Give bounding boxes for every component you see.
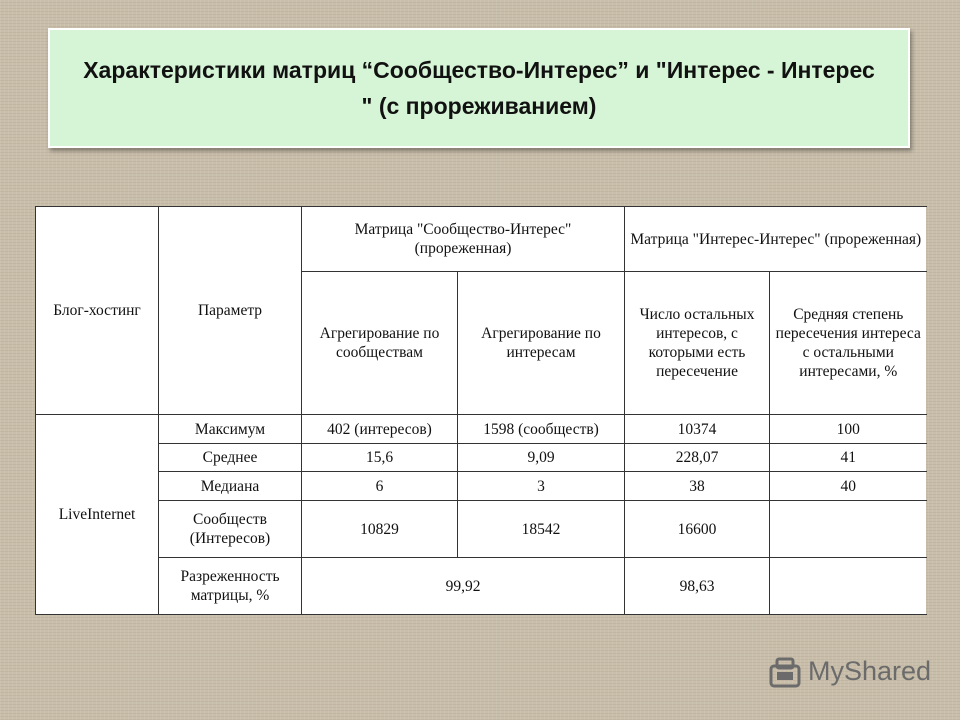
data-table-container [35,206,926,614]
value-cell: 3 [458,472,625,501]
value-cell: 6 [302,472,458,501]
value-cell: 10374 [625,415,770,444]
param-cell: Сообществ (Интересов) [159,501,302,558]
table-row [36,444,927,472]
header-avg-intersection: Средняя степень пересечения интереса с остальными интересами, % [770,272,927,415]
header-matrix-interest-interest: Матрица "Интерес-Интерес" (прореженная) [625,207,927,272]
myshared-watermark: MyShared [808,656,932,686]
value-cell: 1598 (сообществ) [458,415,625,444]
table-row [36,472,927,501]
slide-title: Характеристики матриц “Сообщество-Интерес” и "Интерес - Интерес " (с прореживанием) [83,57,875,119]
header-agg-communities: Агрегирование по сообществам [302,272,458,415]
param-cell: Среднее [159,444,302,472]
header-num-other-interests: Число остальных интересов, с которыми есть пересечение [625,272,770,415]
header-row-1 [36,207,927,272]
value-cell: 9,09 [458,444,625,472]
param-cell: Максимум [159,415,302,444]
characteristics-table [35,206,927,615]
value-cell: 16600 [625,501,770,558]
value-cell: 10829 [302,501,458,558]
value-cell: 15,6 [302,444,458,472]
myshared-logo-icon [768,656,802,690]
value-cell: 38 [625,472,770,501]
value-cell: 228,07 [625,444,770,472]
value-cell: 18542 [458,501,625,558]
value-cell: 402 (интересов) [302,415,458,444]
param-cell: Медиана [159,472,302,501]
value-cell: 98,63 [625,558,770,615]
header-matrix-community-interest: Матрица "Сообщество-Интерес" (прореженная) [302,207,625,272]
table-row [36,558,927,615]
header-agg-interests: Агрегирование по интересам [458,272,625,415]
value-cell: 100 [770,415,927,444]
value-cell: 99,92 [302,558,625,615]
value-cell: 40 [770,472,927,501]
value-cell [770,558,927,615]
value-cell [770,501,927,558]
table-row [36,415,927,444]
param-cell: Разреженность матрицы, % [159,558,302,615]
value-cell: 41 [770,444,927,472]
host-cell: LiveInternet [36,415,159,615]
table-row [36,501,927,558]
header-parameter: Параметр [159,207,302,415]
title-box [48,28,910,148]
header-blog-hosting: Блог-хостинг [36,207,159,415]
